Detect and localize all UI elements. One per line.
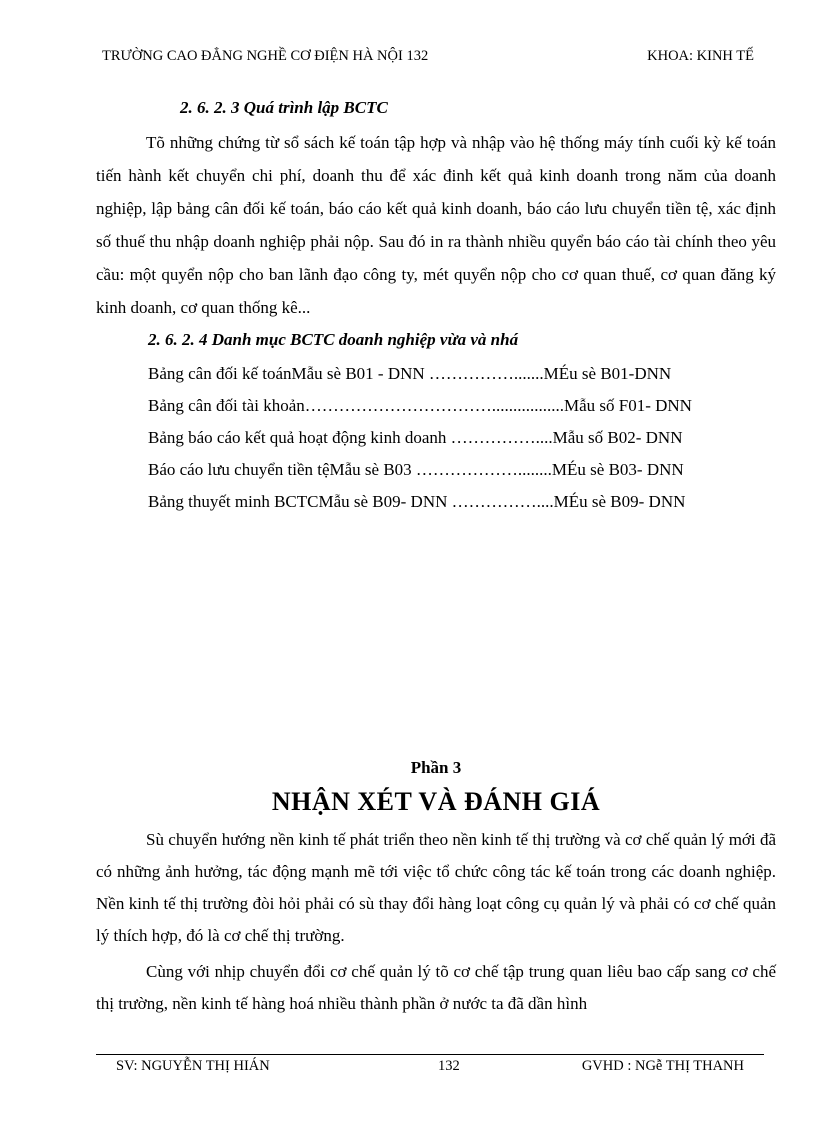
footer-advisor: GVHD : NGễ THỊ THANH [581, 1058, 744, 1074]
footer-page-number: 132 [438, 1058, 460, 1074]
paragraph-bctc-process: Tõ những chứng từ sổ sách kế toán tập hợp và nhập vào hệ thống máy tính cuối kỳ kế toán tiến hành kết chuyển chi phí, doanh thu để xác đinh kết quả kinh doanh trong năm của doanh nghiệp, lập bảng cân đối kế toán, báo cáo kết quả kinh doanh, báo cáo lưu chuyển tiền tệ, xác định số thuế thu nhập doanh nghiệp phải nộp. Sau đó in ra thành nhiều quyển báo cáo tài chính theo yêu cầu: một quyển nộp cho ban lãnh đạo công ty, mét quyển nộp cho cơ quan thuế, cơ quan đăng ký kinh doanh, cơ quan thống kê... [96, 133, 776, 317]
chapter-title: NHẬN XÉT VÀ ĐÁNH GIÁ [271, 787, 601, 816]
section-bctc [96, 96, 776, 518]
header-faculty: KHOA: KINH TẾ [647, 48, 754, 64]
section-part3 [96, 756, 776, 1020]
paragraph-part3-1: Sù chuyển hướng nền kinh tế phát triển theo nền kinh tế thị trường và cơ chế quản lý mới đã có những ảnh hưởng, tác động mạnh mẽ tới việc tổ chức công tác kế toán trong các doanh nghiệp. Nền kinh tế thị trường đòi hỏi phải có sù thay đổi hàng loạt công cụ quản lý và phải có cơ chế quản lý thích hợp, đó là cơ chế thị trường. [96, 830, 776, 945]
header-school-name: TRƯỜNG CAO ĐẲNG NGHỀ CƠ ĐIỆN HÀ NỘI 132 [102, 48, 429, 64]
list-item: Bảng báo cáo kết quả hoạt động kinh doanh ……………....Mẫu số B02- DNN [148, 428, 683, 447]
list-item: Bảng thuyết minh BCTCMẫu sè B09- DNN ……………....MÉu sè B09- DNN [148, 492, 686, 511]
list-item: Bảng cân đối kế toánMẫu sè B01 - DNN …………….......MÉu sè B01-DNN [148, 364, 672, 383]
list-item: Báo cáo lưu chuyển tiền tệMẫu sè B03 ………………........MÉu sè B03- DNN [148, 460, 684, 479]
page-header [102, 48, 754, 70]
list-item: Bảng cân đối tài khoản…………………………….................Mẫu số F01- DNN [148, 396, 692, 415]
heading-bctc-process: 2. 6. 2. 3 Quá trình lập BCTC [180, 98, 388, 117]
page-footer [116, 1058, 744, 1080]
footer-divider [96, 1054, 764, 1055]
footer-student: SV: NGUYỄN THỊ HIÁN [116, 1058, 270, 1074]
part-label: Phần 3 [410, 758, 462, 777]
heading-bctc-list: 2. 6. 2. 4 Danh mục BCTC doanh nghiệp vừa và nhá [148, 330, 519, 349]
bctc-list [148, 358, 776, 518]
paragraph-part3-2: Cùng với nhịp chuyển đổi cơ chế quản lý tõ cơ chế tập trung quan liêu bao cấp sang cơ chế thị trường, nền kinh tế hàng hoá nhiều thành phần ở nước ta đã dần hình [96, 962, 776, 1013]
